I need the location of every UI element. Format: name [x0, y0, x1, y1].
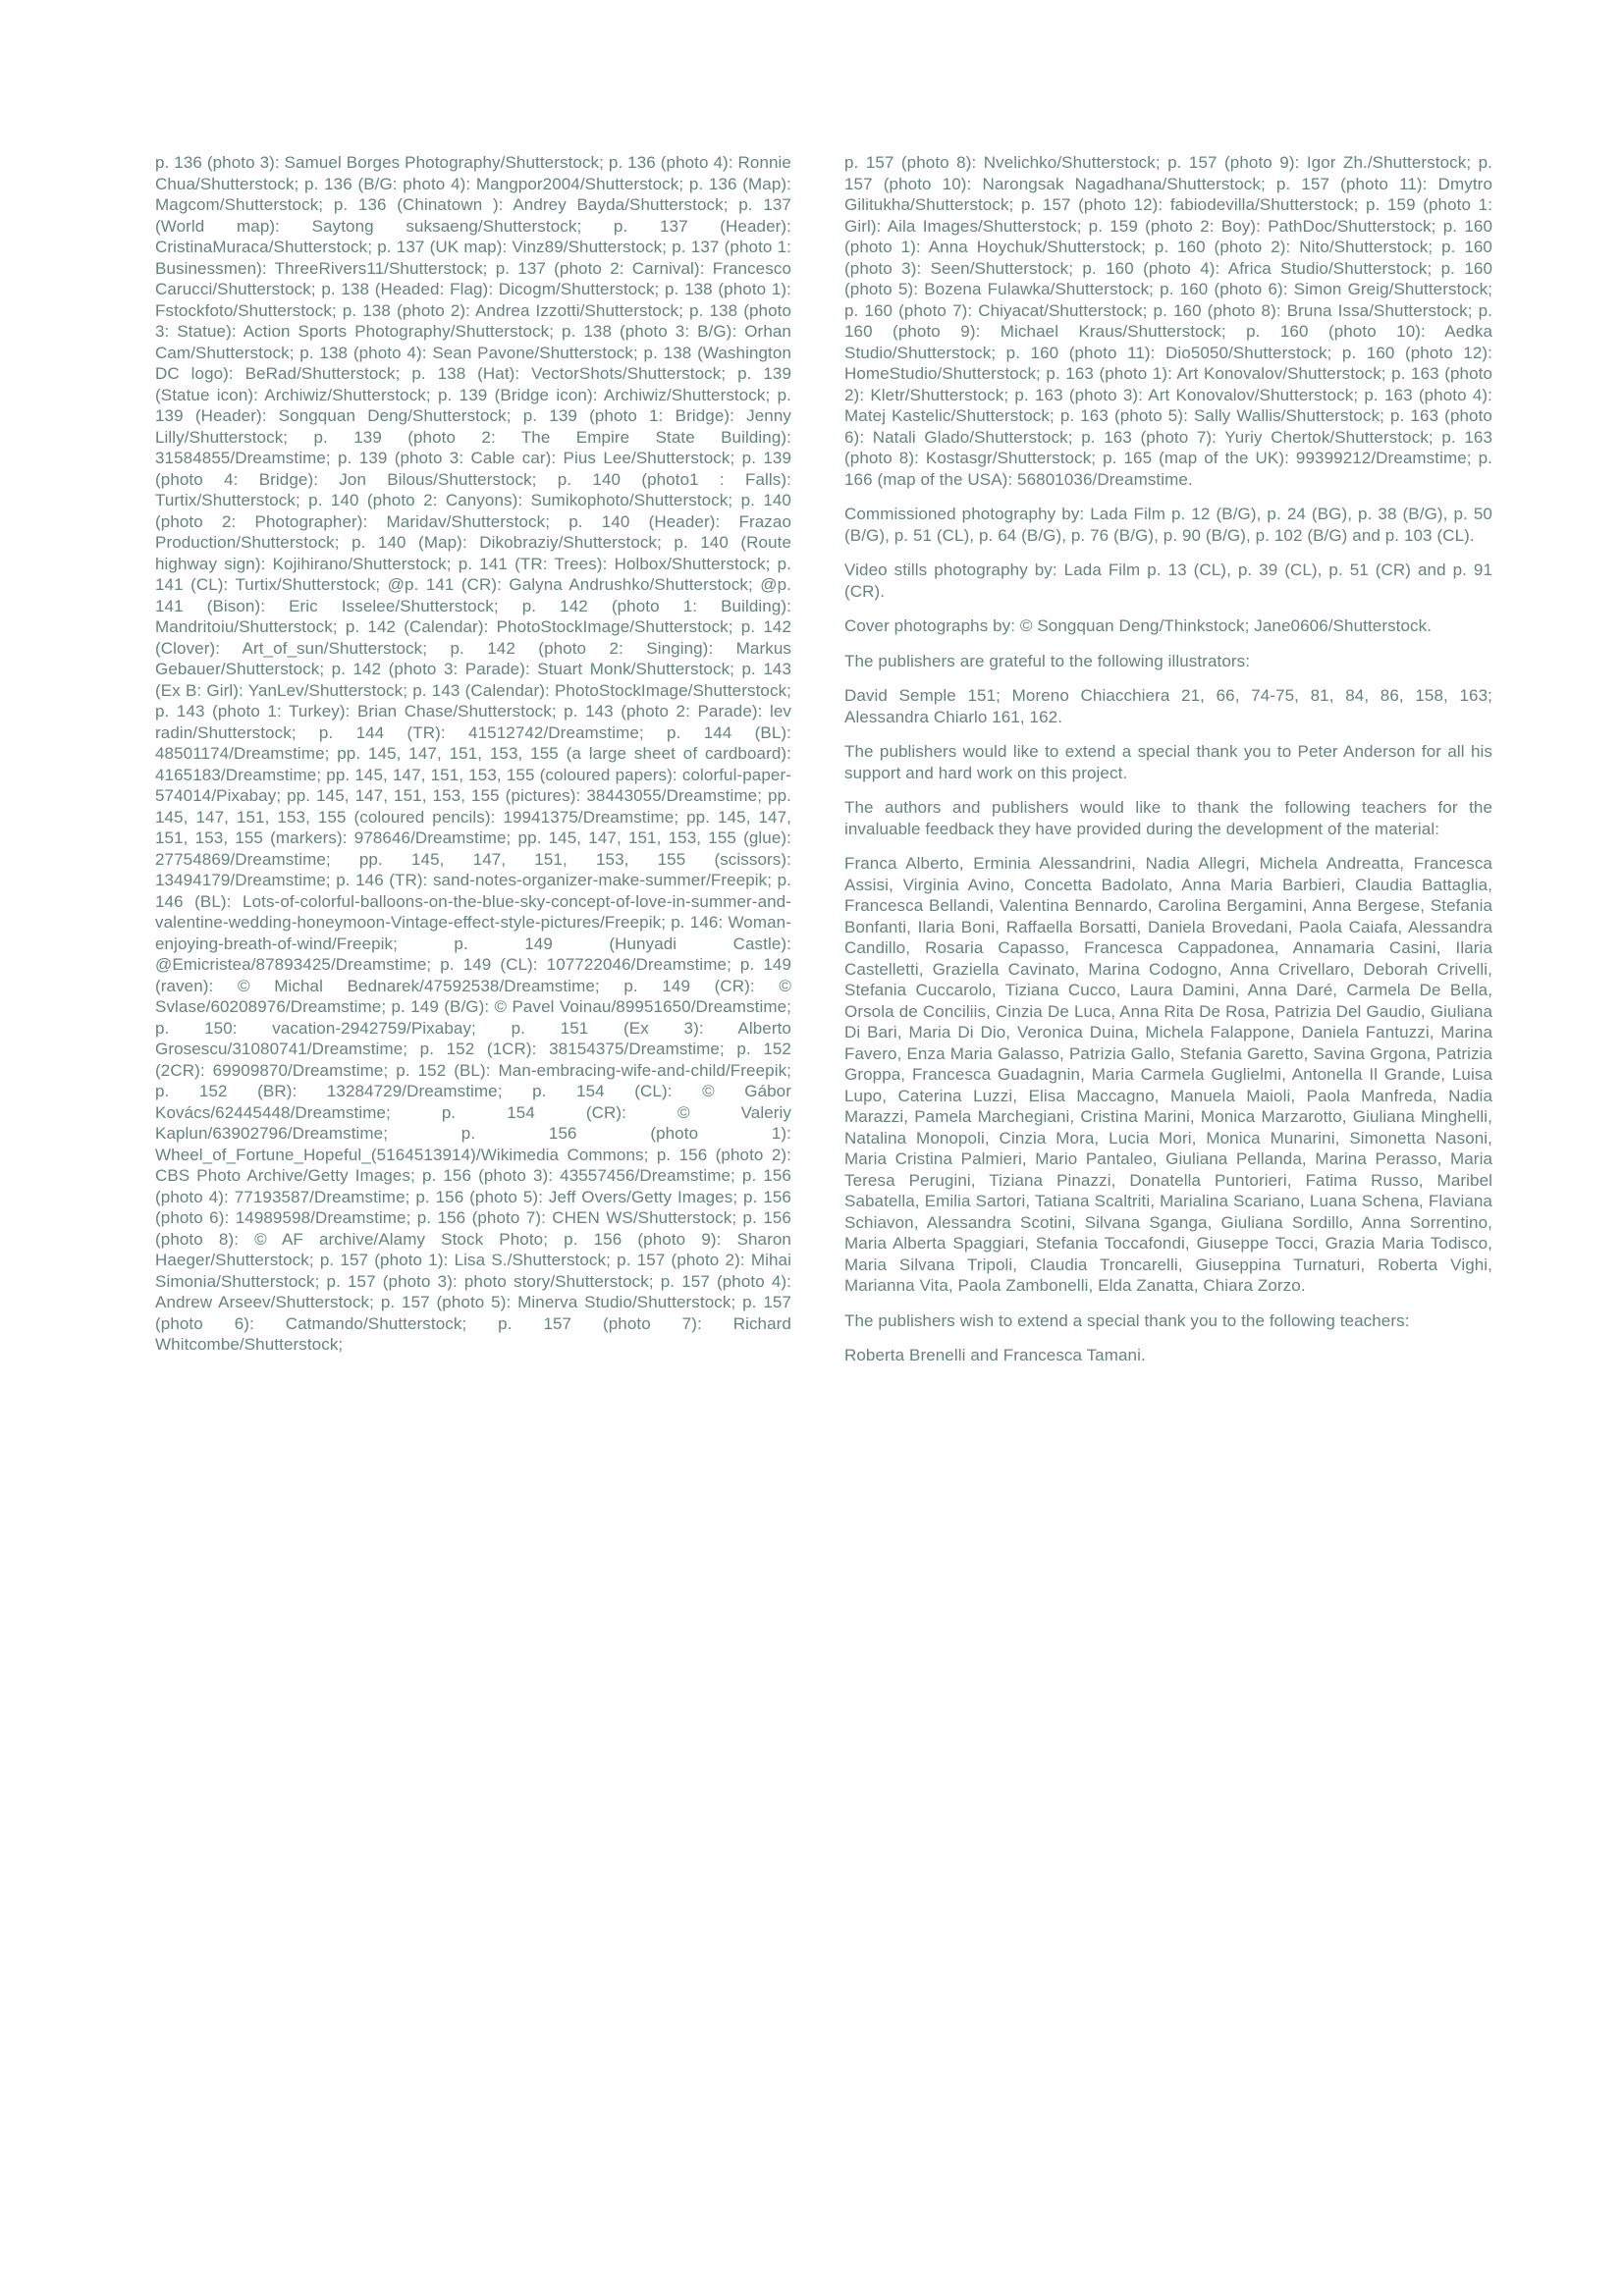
illustrators-intro: The publishers are grateful to the following illustrators:: [844, 651, 1251, 670]
special-thanks-peter: The publishers would like to extend a special thank you to Peter Anderson for all his support and hard work on this project.: [844, 742, 1492, 782]
illustrators-list: David Semple 151; Moreno Chiacchiera 21, 66, 74-75, 81, 84, 86, 158, 163; Alessandra Chiarlo 161, 162.: [844, 686, 1492, 726]
teachers-intro: The authors and publishers would like to thank the following teachers for the invaluable feedback they have provided during the development of the material:: [844, 798, 1492, 838]
special-thanks-teachers-names: Roberta Brenelli and Francesca Tamani.: [844, 1346, 1146, 1364]
cover-photographs-credit: Cover photographs by: © Songquan Deng/Thinkstock; Jane0606/Shutterstock.: [844, 616, 1433, 635]
left-column: [155, 152, 791, 1356]
photo-credits-part1: p. 136 (photo 3): Samuel Borges Photography/Shutterstock; p. 136 (photo 4): Ronnie Chua/Shutterstock; p. 136 (B/G: photo 4): Mangpor2004/Shutterstock; p. 136 (Map): Magcom/Shutterstock; p. 136 (Chinatown ): Andrey Bayda/Shutterstock; p. 137 (World map): Saytong suksaeng/Shutterstock; p. 137 (Header): CristinaMuraca/Shutterstock; p. 137 (UK map): Vinz89/Shutterstock; p. 137 (photo 1: Businessmen): ThreeRivers11/Shutterstock; p. 137 (photo 2: Carnival): Francesco Carucci/Shutterstock; p. 138 (Headed: Flag): Dicogm/Shutterstock; p. 138 (photo 1): Fstockfoto/Shutterstock; p. 138 (photo 2): Andrea Izzotti/Shutterstock; p. 138 (photo 3: Statue): Action Sports Photography/Shutterstock; p. 138 (photo 3: B/G): Orhan Cam/Shutterstock; p. 138 (photo 4): Sean Pavone/Shutterstock; p. 138 (Washington DC logo): BeRad/Shutterstock; p. 138 (Hat): VectorShots/Shutterstock; p. 139 (Statue icon): Archiwiz/Shutterstock; p. 139 (Bridge icon): Archiwiz/Shutterstock; p. 139 (Header): Songquan Deng/Shutterstock; p. 139 (photo 1: Bridge): Jenny Lilly/Shutterstock; p. 139 (photo 2: The Empire State Building): 31584855/Dreamstime; p. 139 (photo 3: Cable car): Pius Lee/Shutterstock; p. 139 (photo 4: Bridge): Jon Bilous/Shutterstock; p. 140 (photo1 : Falls): Turtix/Shutterstock; p. 140 (photo 2: Canyons): Sumikophoto/Shutterstock; p. 140 (photo 2: Photographer): Maridav/Shutterstock; p. 140 (Header): Frazao Production/Shutterstock; p. 140 (Map): Dikobraziy/Shutterstock; p. 140 (Route highway sign): Kojihirano/Shutterstock; p. 141 (TR: Trees): Holbox/Shutterstock; p. 141 (CL): Turtix/Shutterstock; @p. 141 (CR): Galyna Andrushko/Shutterstock; @p. 141 (Bison): Eric Isselee/Shutterstock; p. 142 (photo 1: Building): Mandritoiu/Shutterstock; p. 142 (Calendar): PhotoStockImage/Shutterstock; p. 142 (Clover): Art_of_sun/Shutterstock; p. 142 (photo 2: Singing): Markus Gebauer/Shutterstock; p. 142 (photo 3: Parade): Stuart Monk/Shutterstock; p. 143 (Ex B: Girl): YanLev/Shutterstock; p. 143 (Calendar): PhotoStockImage/Shutterstock; p. 143 (photo 1: Turkey): Brian Chase/Shutterstock; p. 143 (photo 2: Parade): lev radin/Shutterstock; p. 144 (TR): 41512742/Dreamstime; p. 144 (BL): 48501174/Dreamstime; pp. 145, 147, 151, 153, 155 (a large sheet of cardboard): 4165183/Dreamstime; pp. 145, 147, 151, 153, 155 (coloured papers): colorful-paper-574014/Pixabay; pp. 145, 147, 151, 153, 155 (pictures): 38443055/Dreamstime; pp. 145, 147, 151, 153, 155 (coloured pencils): 19941375/Dreamstime; pp. 145, 147, 151, 153, 155 (markers): 978646/Dreamstime; pp. 145, 147, 151, 153, 155 (glue): 27754869/Dreamstime; pp. 145, 147, 151, 153, 155 (scissors): 13494179/Dreamstime; p. 146 (TR): sand-notes-organizer-make-summer/Freepik; p. 146 (BL): Lots-of-colorful-balloons-on-the-blue-sky-concept-of-love-in-summer-and-valentine-wedding-honeymoon-Vintage-effect-style-pictures/Freepik; p. 146: Woman-enjoying-breath-of-wind/Freepik; p. 149 (Hunyadi Castle): @Emicristea/87893425/Dreamstime; p. 149 (CL): 107722046/Dreamstime; p. 149 (raven): © Michal Bednarek/47592538/Dreamstime; p. 149 (CR): © Svlase/60208976/Dreamstime; p. 149 (B/G): © Pavel Voinau/89951650/Dreamstime; p. 150: vacation-2942759/Pixabay; p. 151 (Ex 3): Alberto Grosescu/31080741/Dreamstime; p. 152 (1CR): 38154375/Dreamstime; p. 152 (2CR): 69909870/Dreamstime; p. 152 (BL): Man-embracing-wife-and-child/Freepik; p. 152 (BR): 13284729/Dreamstime; p. 154 (CL): © Gábor Kovács/62445448/Dreamstime; p. 154 (CR): © Valeriy Kaplun/63902796/Dreamstime; p. 156 (photo 1): Wheel_of_Fortune_Hopeful_(5164513914)/Wikimedia Commons; p. 156 (photo 2): CBS Photo Archive/Getty Images; p. 156 (photo 3): 43557456/Dreamstime; p. 156 (photo 4): 77193587/Dreamstime; p. 156 (photo 5): Jeff Overs/Getty Images; p. 156 (photo 6): 14989598/Dreamstime; p. 156 (photo 7): CHEN WS/Shutterstock; p. 156 (photo 8): © AF archive/Alamy Stock Photo; p. 156 (photo 9): Sharon Haeger/Shutterstock; p. 157 (photo 1): Lisa S./Shutterstock; p. 157 (photo 2): Mihai Simonia/Shutterstock; p. 157 (photo 3): photo story/Shutterstock; p. 157 (photo 4): Andrew Arseev/Shutterstock; p. 157 (photo 5): Minerva Studio/Shutterstock; p. 157 (photo 6): Catmando/Shutterstock; p. 157 (photo 7): Richard Whitcombe/Shutterstock;: [155, 153, 791, 1354]
special-thanks-teachers-intro: The publishers wish to extend a special thank you to the following teachers:: [844, 1310, 1410, 1330]
teachers-list: Franca Alberto, Erminia Alessandrini, Nadia Allegri, Michela Andreatta, Francesca Assisi, Virginia Avino, Concetta Badolato, Anna Maria Barbieri, Claudia Battaglia, Francesca Bellandi, Valentina Bennardo, Carolina Bergamini, Anna Bergese, Stefania Bonfanti, Ilaria Boni, Raffaella Borsatti, Daniela Brovedani, Paola Caiafa, Alessandra Candillo, Rosaria Capasso, Francesca Cappadonea, Annamaria Casini, Ilaria Castelletti, Graziella Cavinato, Marina Codogno, Anna Crivellaro, Deborah Crivelli, Stefania Cuccarolo, Tiziana Cucco, Laura Damini, Anna Daré, Carmela De Bella, Orsola de Conciliis, Cinzia De Luca, Anna Rita De Rosa, Patrizia Del Gaudio, Giuliana Di Bari, Maria Di Dio, Veronica Duina, Michela Falappone, Daniela Fantuzzi, Marina Favero, Enza Maria Galasso, Patrizia Gallo, Stefania Garetto, Savina Grgona, Patrizia Groppa, Francesca Guadagnin, Maria Carmela Guglielmi, Antonella Il Grande, Luisa Lupo, Caterina Luzzi, Elisa Maccagno, Manuela Maioli, Paola Manfreda, Nadia Marazzi, Pamela Marchegiani, Cristina Marini, Monica Marzarotto, Giuliana Minghelli, Natalina Monopoli, Cinzia Mora, Lucia Mori, Monica Munarini, Simonetta Nasoni, Maria Cristina Palmieri, Mario Pantaleo, Giuliana Pellanda, Marina Perasso, Maria Teresa Perugini, Tiziana Pinazzi, Donatella Puntorieri, Fatima Russo, Maribel Sabatella, Emilia Sartori, Tatiana Scaltriti, Marialina Scariano, Luana Schena, Flaviana Schiavon, Alessandra Scotini, Silvana Sganga, Giuliana Sordillo, Anna Sorrentino, Maria Alberta Spaggiari, Stefania Toccafondi, Giuseppe Tocci, Grazia Maria Todisco, Maria Silvana Tripoli, Claudia Troncarelli, Giuseppina Turnaturi, Roberta Vighi, Marianna Vita, Paola Zambonelli, Elda Zanatta, Chiara Zorzo.: [844, 854, 1492, 1295]
commissioned-photography-credit: Commissioned photography by: Lada Film p. 12 (B/G), p. 24 (BG), p. 38 (B/G), p. 50 (B/G), p. 51 (CL), p. 64 (B/G), p. 76 (B/G), p. 90 (B/G), p. 102 (B/G) and p. 103 (CL).: [844, 505, 1492, 545]
photo-credits-part2: p. 157 (photo 8): Nvelichko/Shutterstock; p. 157 (photo 9): Igor Zh./Shutterstock; p. 157 (photo 10): Narongsak Nagadhana/Shutterstock; p. 157 (photo 11): Dmytro Gilitukha/Shutterstock; p. 157 (photo 12): fabiodevilla/Shutterstock; p. 159 (photo 1: Girl): Aila Images/Shutterstock; p. 159 (photo 2: Boy): PathDoc/Shutterstock; p. 160 (photo 1): Anna Hoychuk/Shutterstock; p. 160 (photo 2): Nito/Shutterstock; p. 160 (photo 3): Seen/Shutterstock; p. 160 (photo 4): Africa Studio/Shutterstock; p. 160 (photo 5): Bozena Fulawka/Shutterstock; p. 160 (photo 6): Simon Greig/Shutterstock; p. 160 (photo 7): Chiyacat/Shutterstock; p. 160 (photo 8): Bruna Issa/Shutterstock; p. 160 (photo 9): Michael Kraus/Shutterstock; p. 160 (photo 10): Aedka Studio/Shutterstock; p. 160 (photo 11): Dio5050/Shutterstock; p. 160 (photo 12): HomeStudio/Shutterstock; p. 163 (photo 1): Art Konovalov/Shutterstock; p. 163 (photo 2): Kletr/Shutterstock; p. 163 (photo 3): Art Konovalov/Shutterstock; p. 163 (photo 4): Matej Kastelic/Shutterstock; p. 163 (photo 5): Sally Wallis/Shutterstock; p. 163 (photo 6): Natali Glado/Shutterstock; p. 163 (photo 7): Yuriy Chertok/Shutterstock; p. 163 (photo 8): Kostasgr/Shutterstock; p. 165 (map of the UK): 99399212/Dreamstime; p. 166 (map of the USA): 56801036/Dreamstime.: [844, 153, 1492, 489]
right-column: [844, 152, 1492, 1366]
video-stills-credit: Video stills photography by: Lada Film p. 13 (CL), p. 39 (CL), p. 51 (CR) and p. 91 (CR).: [844, 561, 1492, 601]
